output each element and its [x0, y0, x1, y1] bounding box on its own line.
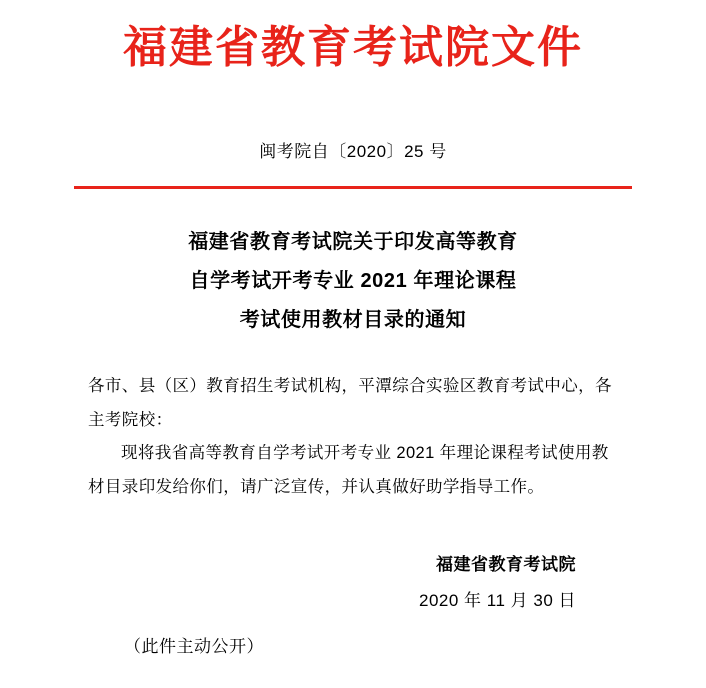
document-subject [0, 223, 706, 340]
disclosure-footnote: （此件主动公开） [124, 637, 264, 657]
subject-line-2: 自学考试开考专业 2021 年理论课程 [189, 269, 517, 292]
body-paragraph-main: 现将我省高等教育自学考试开考专业 2021 年理论课程考试使用教材目录印发给你们，请广泛宣传，并认真做好助学指导工作。 [88, 444, 609, 497]
red-divider-rule [74, 186, 632, 189]
body-paragraph-salutation: 各市、县（区）教育招生考试机构，平潭综合实验区教育考试中心，各主考院校： [88, 376, 612, 429]
signature-block [0, 547, 706, 618]
subject-line-3: 考试使用教材目录的通知 [239, 308, 467, 331]
signature-date: 2020 年 11 月 30 日 [419, 590, 576, 610]
document-page [0, 22, 706, 688]
page-title: 福建省教育考试院文件 [123, 22, 583, 73]
subject-line-1: 福建省教育考试院关于印发高等教育 [188, 230, 518, 253]
signature-issuer: 福建省教育考试院 [436, 555, 576, 575]
document-number: 闽考院自〔2020〕25 号 [259, 141, 447, 161]
document-body [88, 370, 618, 505]
